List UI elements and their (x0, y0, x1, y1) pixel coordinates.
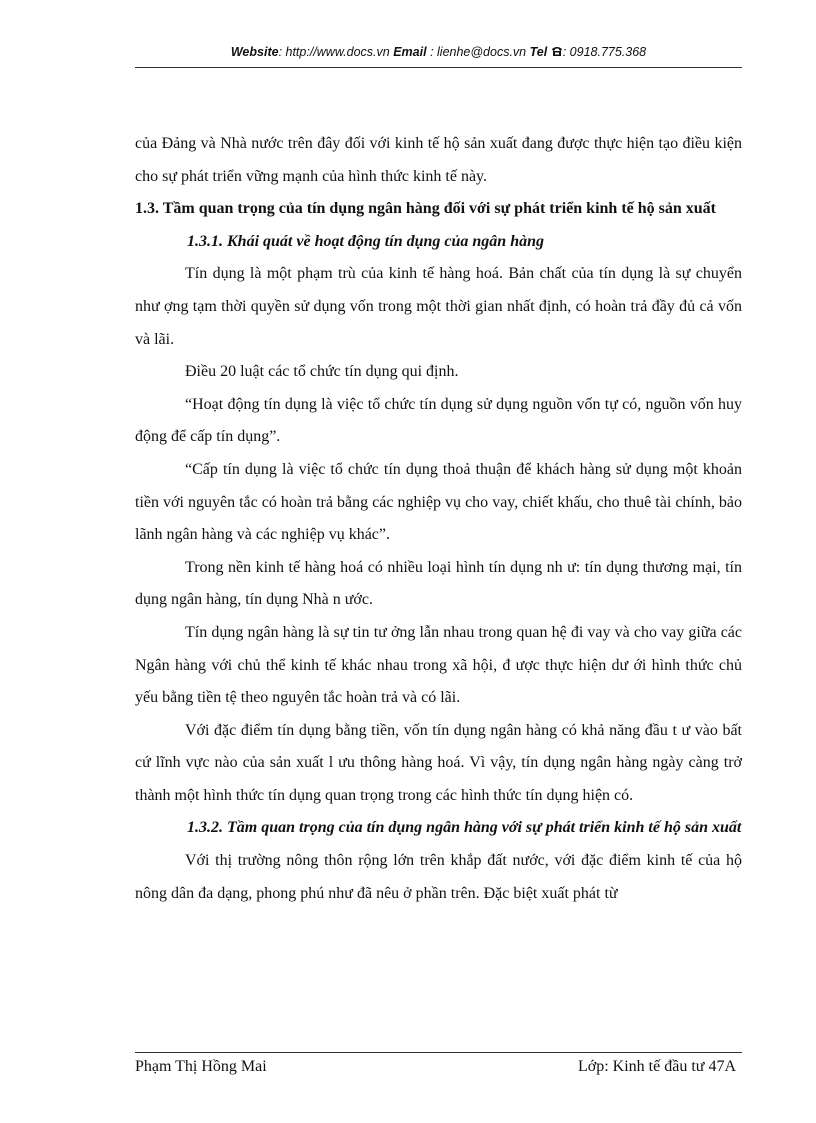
paragraph-3: Điều 20 luật các tổ chức tín dụng qui định. (185, 363, 459, 381)
paragraph-8: Với đặc điểm tín dụng bằng tiền, vốn tín dụng ngân hàng có khả năng đầu t ư vào bất cứ lĩnh vực nào của sản xuất l ưu thông hàng hoá. Vì vậy, tín dụng ngân hàng ngày càng trở thành một hình thức tín dụng quan trọng trong các hình thức tín dụng hiện có. (135, 721, 742, 804)
email-value: : lienhe@docs.vn (430, 45, 527, 59)
footer-class: Lớp: Kinh tế đầu tư 47A (578, 1058, 736, 1075)
heading-1-3-2: 1.3.2. Tầm quan trọng của tín dụng ngân hàng với sự phát triển kinh tế hộ sản xuất (187, 819, 742, 837)
header-rule (135, 67, 742, 68)
tel-value: : 0918.775.368 (562, 45, 647, 59)
page-header (135, 45, 742, 59)
website-value: : http://www.docs.vn (278, 45, 390, 59)
page-content (135, 128, 742, 910)
paragraph-1: của Đảng và Nhà nước trên đây đối với kinh tế hộ sản xuất đang được thực hiện tạo điều kiện cho sự phát triển vững mạnh của hình thức kinh tế này. (135, 135, 742, 185)
paragraph-6: Trong nền kinh tế hàng hoá có nhiều loại hình tín dụng nh ư: tín dụng thương mại, tín dụng ngân hàng, tín dụng Nhà n ước. (135, 558, 742, 609)
heading-1-3: 1.3. Tầm quan trọng của tín dụng ngân hàng đối với sự phát triển kinh tế hộ sản xuất (135, 200, 716, 218)
paragraph-2: Tín dụng là một phạm trù của kinh tế hàng hoá. Bản chất của tín dụng là sự chuyển như ợng tạm thời quyền sử dụng vốn trong một thời gian nhất định, có hoàn trả đầy đủ cả vốn và lãi. (135, 265, 742, 348)
paragraph-9: Với thị trường nông thôn rộng lớn trên khắp đất nước, với đặc điểm kinh tế của hộ nông dân đa dạng, phong phú như đã nêu ở phần trên. Đặc biệt xuất phát từ (135, 852, 742, 902)
paragraph-7: Tín dụng ngân hàng là sự tin tư ởng lẫn nhau trong quan hệ đi vay và cho vay giữa các Ngân hàng với chủ thể kinh tế khác nhau trong xã hội, đ ược thực hiện dư ới hình thức chủ yếu bằng tiền tệ theo nguyên tắc hoàn trả và có lãi. (135, 623, 742, 707)
tel-label: Tel (529, 45, 548, 59)
paragraph-5: “Cấp tín dụng là việc tổ chức tín dụng thoả thuận để khách hàng sử dụng một khoản tiền với nguyên tắc có hoàn trả bằng các nghiệp vụ cho vay, chiết khấu, cho thuê tài chính, bảo lãnh ngân hàng và các nghiệp vụ khác”. (135, 460, 742, 544)
heading-1-3-1: 1.3.1. Khái quát về hoạt động tín dụng của ngân hàng (187, 232, 544, 250)
paragraph-4: “Hoạt động tín dụng là việc tổ chức tín dụng sử dụng nguồn vốn tự có, nguồn vốn huy động để cấp tín dụng”. (135, 395, 742, 446)
footer-rule (135, 1052, 742, 1053)
footer-author: Phạm Thị Hồng Mai (135, 1058, 267, 1075)
email-label: Email (393, 45, 427, 59)
phone-icon (551, 45, 563, 59)
website-label: Website (230, 45, 279, 59)
